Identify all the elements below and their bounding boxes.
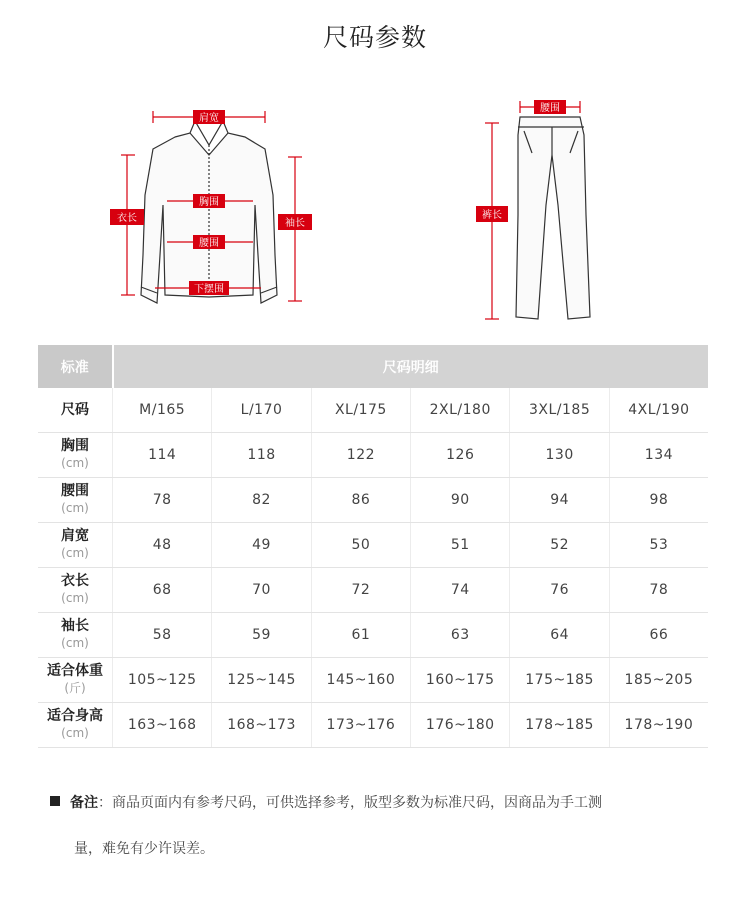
table-cell: 122 bbox=[311, 433, 410, 478]
table-cell: 168~173 bbox=[212, 703, 311, 748]
table-cell: 105~125 bbox=[113, 658, 212, 703]
table-cell: 134 bbox=[609, 433, 708, 478]
row-unit: (cm) bbox=[61, 726, 89, 740]
row-header bbox=[38, 613, 113, 658]
table-cell: 178~185 bbox=[510, 703, 609, 748]
table-cell: M/165 bbox=[113, 388, 212, 433]
header-standard: 标准 bbox=[38, 345, 113, 388]
row-header bbox=[38, 658, 113, 703]
table-cell: 145~160 bbox=[311, 658, 410, 703]
row-label: 适合体重 bbox=[47, 663, 103, 679]
table-cell: 82 bbox=[212, 478, 311, 523]
table-cell: 74 bbox=[411, 568, 510, 613]
chest-label: 胸围 bbox=[199, 197, 219, 208]
table-cell: 49 bbox=[212, 523, 311, 568]
table-cell: 59 bbox=[212, 613, 311, 658]
row-unit: (cm) bbox=[61, 591, 89, 605]
table-cell: 163~168 bbox=[113, 703, 212, 748]
header-detail: 尺码明细 bbox=[113, 345, 709, 388]
waist-label: 腰围 bbox=[199, 238, 219, 249]
row-label: 适合身高 bbox=[47, 708, 103, 724]
table-cell: L/170 bbox=[212, 388, 311, 433]
table-row bbox=[38, 388, 708, 433]
row-header bbox=[38, 568, 113, 613]
table-cell: 78 bbox=[113, 478, 212, 523]
page-title: 尺码参数 bbox=[322, 23, 427, 52]
table-cell: 173~176 bbox=[311, 703, 410, 748]
row-label: 胸围 bbox=[61, 438, 89, 454]
table-cell: 160~175 bbox=[411, 658, 510, 703]
table-cell: 51 bbox=[411, 523, 510, 568]
table-row bbox=[38, 433, 708, 478]
table-cell: 90 bbox=[411, 478, 510, 523]
hem-label: 下摆围 bbox=[194, 284, 224, 295]
table-cell: 48 bbox=[113, 523, 212, 568]
table-cell: 70 bbox=[212, 568, 311, 613]
table-row bbox=[38, 703, 708, 748]
shirt-diagram bbox=[105, 105, 315, 315]
table-cell: 66 bbox=[609, 613, 708, 658]
row-label: 尺码 bbox=[61, 401, 89, 418]
table-cell: 125~145 bbox=[212, 658, 311, 703]
table-cell: 86 bbox=[311, 478, 410, 523]
table-row bbox=[38, 523, 708, 568]
row-unit: (cm) bbox=[61, 501, 89, 515]
row-unit: (斤) bbox=[64, 681, 86, 695]
pants-length-label: 裤长 bbox=[482, 210, 502, 221]
table-cell: 118 bbox=[212, 433, 311, 478]
sleeve-label: 袖长 bbox=[285, 218, 305, 229]
pants-outline bbox=[516, 117, 590, 319]
table-cell: 53 bbox=[609, 523, 708, 568]
table-cell: 98 bbox=[609, 478, 708, 523]
row-header bbox=[38, 478, 113, 523]
size-table bbox=[38, 345, 708, 748]
row-unit: (cm) bbox=[61, 546, 89, 560]
table-cell: 72 bbox=[311, 568, 410, 613]
table-cell: 76 bbox=[510, 568, 609, 613]
row-label: 肩宽 bbox=[61, 528, 89, 544]
row-label: 腰围 bbox=[61, 483, 89, 499]
table-cell: 50 bbox=[311, 523, 410, 568]
table-cell: 94 bbox=[510, 478, 609, 523]
table-cell: 178~190 bbox=[609, 703, 708, 748]
row-header bbox=[38, 703, 113, 748]
note-label: 备注 bbox=[70, 795, 98, 811]
pants-waist-label: 腰围 bbox=[540, 103, 560, 114]
length-label: 衣长 bbox=[117, 213, 137, 224]
bullet-square-icon bbox=[50, 796, 60, 806]
row-header bbox=[38, 388, 113, 433]
pants-diagram bbox=[472, 95, 602, 327]
table-cell: 68 bbox=[113, 568, 212, 613]
table-cell: 176~180 bbox=[411, 703, 510, 748]
table-cell: XL/175 bbox=[311, 388, 410, 433]
row-label: 袖长 bbox=[61, 618, 89, 634]
note-line2: 量，难免有少许误差。 bbox=[74, 841, 214, 857]
table-row bbox=[38, 478, 708, 523]
table-cell: 185~205 bbox=[609, 658, 708, 703]
table-cell: 52 bbox=[510, 523, 609, 568]
table-cell: 130 bbox=[510, 433, 609, 478]
row-unit: (cm) bbox=[61, 636, 89, 650]
table-cell: 126 bbox=[411, 433, 510, 478]
note bbox=[50, 780, 710, 872]
table-cell: 63 bbox=[411, 613, 510, 658]
table-cell: 4XL/190 bbox=[609, 388, 708, 433]
note-line1: ：商品页面内有参考尺码，可供选择参考，版型多数为标准尺码，因商品为手工测 bbox=[98, 795, 602, 811]
table-cell: 3XL/185 bbox=[510, 388, 609, 433]
row-header bbox=[38, 523, 113, 568]
table-header-row bbox=[38, 345, 708, 388]
table-cell: 61 bbox=[311, 613, 410, 658]
table-row bbox=[38, 658, 708, 703]
table-cell: 78 bbox=[609, 568, 708, 613]
shoulder-label: 肩宽 bbox=[199, 113, 219, 124]
row-label: 衣长 bbox=[61, 573, 89, 589]
shirt-outline bbox=[141, 121, 277, 303]
table-row bbox=[38, 568, 708, 613]
table-cell: 175~185 bbox=[510, 658, 609, 703]
table-cell: 2XL/180 bbox=[411, 388, 510, 433]
row-unit: (cm) bbox=[61, 456, 89, 470]
table-cell: 114 bbox=[113, 433, 212, 478]
row-header bbox=[38, 433, 113, 478]
table-cell: 58 bbox=[113, 613, 212, 658]
table-cell: 64 bbox=[510, 613, 609, 658]
table-row bbox=[38, 613, 708, 658]
